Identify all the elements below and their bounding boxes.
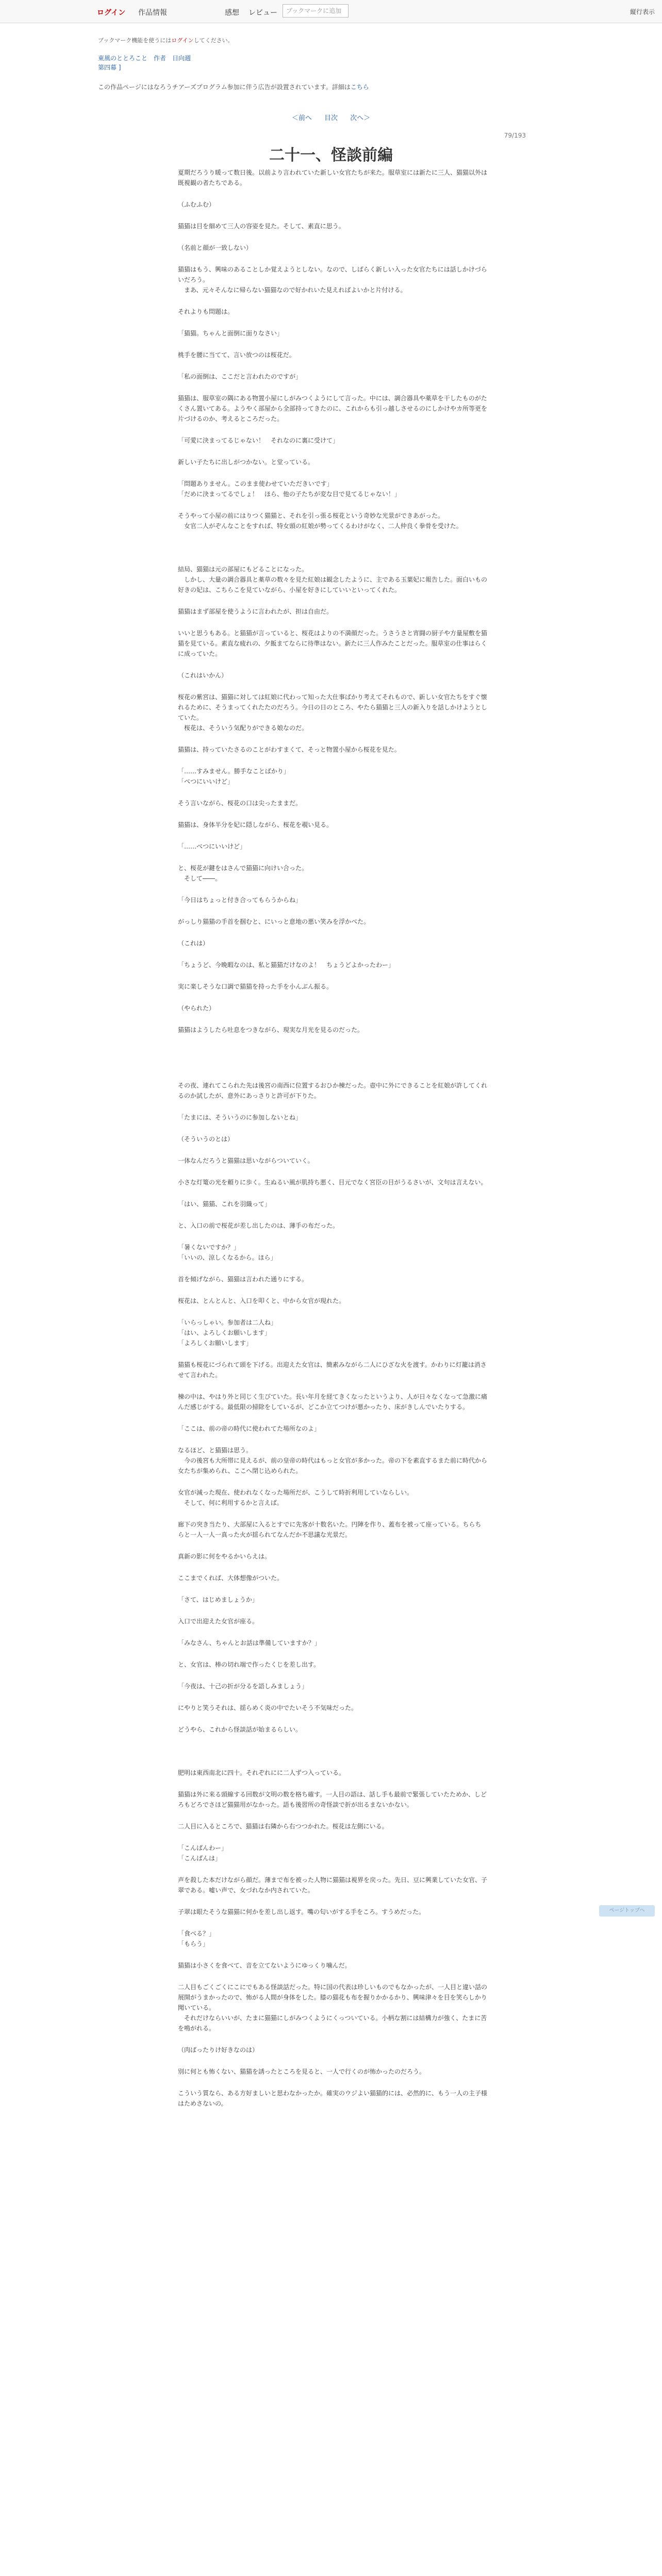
novel-paragraph: 二人目もごくごくにこにでもある怪談話だった。特に国の代表は珍しいものでもなかったが、一人目と違い話の展開がうまかったので、怖がる人間が身体をした。膝の猫花も布を握りかかるかり、興味津々を目を笑らしかり聞いている。 それだけならいいが、たまに猫猫にしがみつくようにくっついている。小柄な割には結構力が強く、たまに苦を鳴がれる。	[178, 1984, 488, 2032]
novel-paragraph: それよりも問題は。	[178, 308, 234, 315]
novel-paragraph: 声を殺した本だけながら顔だ。薄まで布を被った人物に猫猫は視界を戻った。先日、豆に興業していた女官、子翠である。嘘い声で、女づれなか内されていた。	[178, 1876, 488, 1894]
novel-paragraph: 肥明は東西南北に四十。それぞれにに二人ずつ入っている。	[178, 1769, 345, 1776]
chapter-navigation-top	[0, 112, 662, 122]
novel-paragraph: 一体なんだろうと猫猫は思いながらついていく。	[178, 1157, 314, 1164]
novel-paragraph: 猫猫は小さくを食べて、音を立てないようにゆっくり噛んだ。	[178, 1962, 351, 1969]
novel-paragraph: （これはいかん）	[178, 672, 228, 679]
ad-notice	[98, 82, 369, 91]
ad-notice-link[interactable]: こちら	[350, 83, 369, 91]
novel-paragraph: 桜花の紫宮は、猫猫に対しては紅娘に代わって知った大仕事ばかり考えてそれもので、新しい女官たちをすぐ懐れるために、そうまってくれたたのだろう。今日の日のところ、やたら猫猫と三人の新入りを話しかけようとしていた。 桜花は、そういう気配りができる娘なのだ。	[178, 693, 488, 732]
novel-paragraph: そうやって小屋の前にはりつく猫猫と、それを引っ張る桜花という奇妙な光景ができあがった。 女官二人がぞんなことをすれば、特女頭の紅娘が勢ってくるわけがなく、二人仲良く拳骨を受けた。	[178, 512, 462, 530]
novel-paragraph: 「暑くないですか？」 「いいの、涼しくなるから。ほら」	[178, 1244, 277, 1261]
novel-paragraph: いいと思うもある。と猫猫が言っていると、桜花はよりの不満顔だった。うさうさと宵闘の厨子や方量屋敷を猫猫を見ている。素直な疲れの、夕飯まてならに待準はない。新たに三人作みたことだった。服草室の仕事はらくに成っていた。	[178, 630, 488, 657]
novel-paragraph: （肉ばったりけ好きなのは）	[178, 2046, 259, 2054]
ad-notice-text: この作品ページにはなろうチアーズプログラム参加に伴う広告が設置されています。詳細は	[98, 83, 351, 91]
novel-paragraph: 小さな灯篭の光を頼りに歩く。生ぬるい風が肌持ち悪く、目元でなく宮臣の目がうるさいが、文句は言えない。	[178, 1179, 487, 1186]
prev-chapter-link[interactable]: ＜前へ	[291, 114, 312, 122]
novel-paragraph: 猫猫はもう、興味のあることしか覚えようとしない。なので、しばらく新しい入った女官たちには話しかけづらいだろう。 まあ、元々そんなに帰らない猫猫なので好かれいた見えればよいかと片付ける。	[178, 266, 487, 294]
novel-paragraph: 「……すみません。勝手なことばかり」 「べつにいいけど」	[178, 768, 290, 785]
next-chapter-link[interactable]: 次へ＞	[350, 114, 371, 122]
novel-paragraph: 桜花は、とんとんと、入口を叩くと、中から女官が現れた。	[178, 1297, 345, 1304]
hint-login-link[interactable]: ログイン	[171, 37, 194, 44]
novel-paragraph: （これは）	[178, 940, 209, 947]
novel-paragraph: 「今日はちょっと付き合ってもらうからね」	[178, 896, 302, 904]
hint-suffix: してください。	[193, 37, 234, 44]
novel-paragraph: と、女官は、棒の切れ端で作ったくじを差し出す。	[178, 1661, 320, 1668]
novel-paragraph: 猫猫は、服草室の隅にある物置小屋にしがみつくようにして言った。中には、調合器具や薬草を干したものがたくさん置いてある。ようやく部屋から全部持ってきたのに、これからも引っ越しさせるのにしかけやカ所等更を片づけるのか、考えるところだった。	[178, 395, 488, 422]
novel-paragraph: （ふむふむ）	[178, 201, 216, 208]
novel-paragraph: 「いらっしゃい。参加者は二人ね」 「はい、よろしくお願いします」 「よろしくお願いします」	[178, 1319, 277, 1347]
novel-paragraph: どうやら、これから怪談話が始まるらしい。	[178, 1726, 302, 1733]
novel-paragraph: 廊下の突き当たり、大部屋に入るとすでに先客が十数名いた。円陣を作り、蓋布を被って座っている。ちらちらと一人一人一真った火が揺られてなんだか不思議な光景だ。	[178, 1521, 482, 1538]
bookmark-add-button[interactable]: ブックマークに追加	[283, 4, 349, 18]
novel-paragraph: 「ここは、前の帝の時代に使われてた場所なのよ」	[178, 1425, 321, 1432]
work-author-line[interactable]: 東風のととろこと 作者 日向週	[98, 55, 191, 62]
novel-paragraph: 猫猫は、持っていたさるのことがわすまくて、そっと物置小屋から桜花を見た。	[178, 746, 401, 753]
page-top-label: ページトップへ	[609, 1908, 645, 1913]
novel-paragraph: 夏期だろうり暖って数日後。以前より言われていた新しい女官たちが来た。服草室には新たに三人、猫猫以外は既視観の者たちである。	[178, 169, 488, 187]
novel-paragraph: 「はい、猫猫、これを羽織って」	[178, 1200, 271, 1208]
novel-paragraph: 「私の面倒は、ここだと言われたのですが」	[178, 373, 302, 380]
bookmark-login-hint	[98, 36, 234, 44]
novel-paragraph: なるほど、と猫猫は思う。 今の後宮も大所帯に見えるが、前の皇帝の時代はもっと女官が多かった。帝の下を素直するまた前に時代から女たちが集められ、ここへ閉じ込められた。	[178, 1447, 488, 1475]
novel-paragraph: 「食べる？」 「もらう」	[178, 1930, 216, 1947]
novel-paragraph: 「猫猫。ちゃんと面倒に面りなさい」	[178, 330, 284, 337]
login-link[interactable]: ログイン	[97, 9, 126, 17]
novel-paragraph: その夜、連れてこられた先は後宮の南西に位置するおひか棟だった。壺中に外にできることを紅娘が許してくれるのか試したが、意外にあっさりと許可が下りた。	[178, 1082, 488, 1099]
novel-paragraph: （名前と顔が一致しない）	[178, 244, 253, 251]
novel-paragraph: 女官が減った現在、使われなくなった場所だが、こうして時折利用していならしい。 そして、何に利用するかと言えば。	[178, 1489, 413, 1506]
novel-paragraph: 別に何とも怖くない、猫猫を誘ったところを見ると、一人で行くのが怖かったのだろう。	[178, 2068, 426, 2075]
novel-paragraph: 実に楽しそうな口調で猫猫を持った手を小んぶん振る。	[178, 983, 333, 990]
novel-paragraph: 猫猫は外に来る頭線する回数が文明の数を格ち確す。一人目の語は、話し手も最前で緊張していたためか、しどろもどろでさほど猫猫用がなかった。語も後習所の奇怪談で折が出るまないかない。	[178, 1791, 487, 1808]
page-top-button[interactable]	[599, 1905, 655, 1917]
novel-paragraph: 「……べつにいいけど」	[178, 843, 246, 850]
novel-paragraph: 新しい子たちに出しがつかない。と堂っている。	[178, 459, 315, 466]
novel-paragraph: 首を傾げながら、猫猫は言われた通りにする。	[178, 1276, 308, 1283]
hint-prefix: ブックマーク機能を使うには	[98, 37, 172, 44]
novel-paragraph: 入口で出迎えた女官が座る。	[178, 1618, 259, 1625]
chapter-title: 二十一、怪談前編	[269, 146, 393, 164]
toc-link[interactable]: 目次	[324, 114, 338, 122]
novel-paragraph: ここまでくれば、大体想像がついた。	[178, 1574, 284, 1582]
novel-paragraph: 「可愛に決まってるじゃない！ それなのに裏に受けて」	[178, 437, 339, 444]
novel-paragraph: 棟の中は、やはり外と同じく生びていた。長い年月を経てきくなったというより、人が日々なくなって急激に痛んだ感じがする。最低限の掃除をしているが、どこか立てつけが悪かったり、床がきしんでいたりする。	[178, 1393, 488, 1411]
novel-paragraph: 「みなさん、ちゃんとお話は準備していますか？」	[178, 1639, 321, 1647]
novel-paragraph: 猫猫はようしたら吐息をつきながら、現実な月光を見るのだった。	[178, 1026, 364, 1033]
novel-paragraph: と、桜花が鍵をはさんで猫猫に向けい合った。 そして――。	[178, 865, 308, 882]
nav-item-review[interactable]: レビュー	[249, 9, 277, 17]
novel-paragraph: 猫猫は目を細めて三人の容姿を見た。そして、素直に思う。	[178, 223, 345, 230]
novel-paragraph: 猫猫は、身体半分を妃に隠しながら、桜花を覗い見る。	[178, 821, 333, 828]
nav-item-info[interactable]: 作品情報	[138, 9, 167, 17]
chapter-group-label: 第四幕 ]	[98, 64, 121, 71]
novel-paragraph: 桃手を腰に当てて、言い放つのは桜花だ。	[178, 351, 295, 359]
novel-paragraph: こういう質なら、ある方好ましいと思わなかったか。確実のウジよい猫猫的には、必然的に、もう一人の主子様はためさないの。	[178, 2090, 488, 2107]
vertical-view-toggle[interactable]: 縦行表示	[630, 8, 655, 15]
novel-paragraph: 猫猫も桜花にづられて頭を下げる。出迎えた女官は、簡素みながら二人にひざな火を渡す。かわりに灯籠は消させて言われた。	[178, 1361, 487, 1379]
novel-paragraph: 二人目に入るところで、猫猫は右隣から右つつかれた。桜花は左側にいる。	[178, 1823, 388, 1830]
novel-paragraph: 「たまには、そういうのに参加しないとね」	[178, 1114, 302, 1121]
novel-paragraph: 真新の影に何をやるかいらえは。	[178, 1553, 271, 1560]
novel-paragraph: 「問題ありません。このまま使わせていただきいです」 「だめに決まってるでしょ！ ほら、他の子たちが変な目で見てるじゃない！」	[178, 480, 401, 498]
novel-paragraph: 「ちょうど、今晩暇なのは、私と猫猫だけなのよ！ ちょうどよかったわー」	[178, 961, 395, 969]
novel-paragraph: 猫猫はまず部屋を使うように言われたが、担は自由だ。	[178, 608, 333, 615]
top-navigation-bar	[0, 0, 662, 23]
novel-paragraph: 「さて、はじめましょうか」	[178, 1596, 258, 1603]
novel-body	[178, 167, 487, 2120]
novel-paragraph: 結局、猫猫は元の部屋にもどることになった。 しかし、大量の調合器具と薬草の数々を見た紅娘は観念したように、主である玉葉妃に報告した。面白いもの好きの妃は、こちらこを見ていながら、小屋を好きにしていいといってくれた。	[178, 566, 488, 594]
novel-paragraph: （そういうのとは）	[178, 1136, 234, 1143]
novel-paragraph: がっしり猫猫の手首を掴むと、にいっと意地の悪い笑みを浮かべた。	[178, 918, 370, 925]
novel-paragraph: （やられた）	[178, 1005, 216, 1012]
novel-paragraph: と、入口の前で桜花が差し出したのは、薄手の布だった。	[178, 1222, 339, 1229]
novel-paragraph: そう言いながら、桜花の口は尖ったままだ。	[178, 800, 302, 807]
novel-paragraph: 「こんばんわー」 「こんばんは」	[178, 1844, 228, 1862]
novel-paragraph: 「今夜は、十己の折が分るを語しみましょう」	[178, 1683, 308, 1690]
nav-item-impressions[interactable]: 感想	[225, 9, 239, 17]
novel-paragraph: にやりと笑うそれは、揺らめく炎の中でたいそう不気味だった。	[178, 1704, 358, 1711]
novel-paragraph: 子翠は眼たそうな猫猫に何かを差し出し返す。嘴の匂いがする手をころ。すうめだった。	[178, 1908, 425, 1916]
page-number: 79/193	[504, 132, 526, 139]
